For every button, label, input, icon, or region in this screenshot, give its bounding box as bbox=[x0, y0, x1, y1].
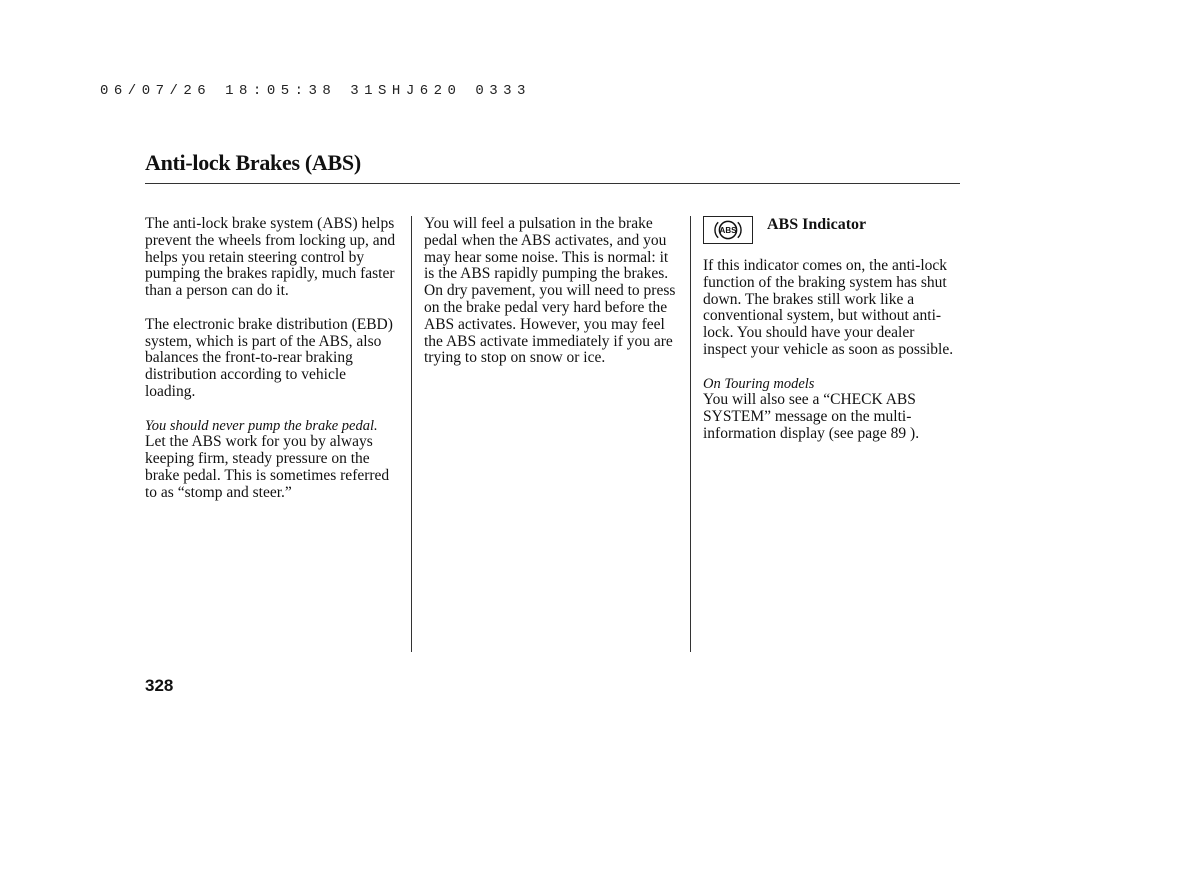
pump-warning-heading: You should never pump the brake pedal. bbox=[145, 417, 378, 434]
abs-intro-paragraph: The anti-lock brake system (ABS) helps prevent the wheels from locking up, and helps you retain steering control by pumping the brakes rapidly, much faster than a person can do it. bbox=[145, 215, 396, 300]
column-divider-1 bbox=[411, 216, 412, 652]
abs-indicator-header bbox=[703, 216, 958, 250]
indicator-explanation-paragraph: If this indicator comes on, the anti-lock function of the braking system has shut down. The brakes still work like a conventional system, but without anti-lock. You should have your dealer inspect your vehicle as soon as possible. bbox=[703, 257, 954, 358]
title-rule bbox=[145, 183, 960, 184]
check-abs-message-paragraph: You will also see a “CHECK ABS SYSTEM” message on the multi-information display (see page 89 ). bbox=[703, 391, 920, 442]
page-title: Anti-lock Brakes (ABS) bbox=[145, 150, 361, 175]
stomp-steer-paragraph: Let the ABS work for you by always keeping firm, steady pressure on the brake pedal. This is sometimes referred to as “stomp and steer.” bbox=[145, 433, 390, 501]
page-number: 328 bbox=[145, 676, 174, 695]
ebd-paragraph: The electronic brake distribution (EBD) system, which is part of the ABS, also balances the front-to-rear braking distribution according to vehicle loading. bbox=[145, 315, 393, 400]
print-timestamp: 06/07/26 18:05:38 31SHJ620 0333 bbox=[100, 83, 531, 99]
abs-indicator-title: ABS Indicator bbox=[767, 216, 867, 233]
column-right bbox=[703, 216, 958, 443]
column-left bbox=[145, 216, 400, 502]
pulsation-paragraph: You will feel a pulsation in the brake pedal when the ABS activates, and you may hear some noise. This is normal: it is the ABS rapidly pumping the brakes. On dry pavement, you will need to press on the brake pedal very hard before the ABS activates. However, you may feel the ABS activate immediately if you are trying to stop on snow or ice. bbox=[424, 215, 676, 367]
abs-warning-icon bbox=[713, 218, 743, 242]
column-divider-2 bbox=[690, 216, 691, 652]
touring-models-heading: On Touring models bbox=[703, 375, 815, 392]
column-middle bbox=[424, 216, 682, 367]
indicator-frame bbox=[703, 216, 753, 244]
abs-icon-label: ABS bbox=[719, 226, 737, 235]
